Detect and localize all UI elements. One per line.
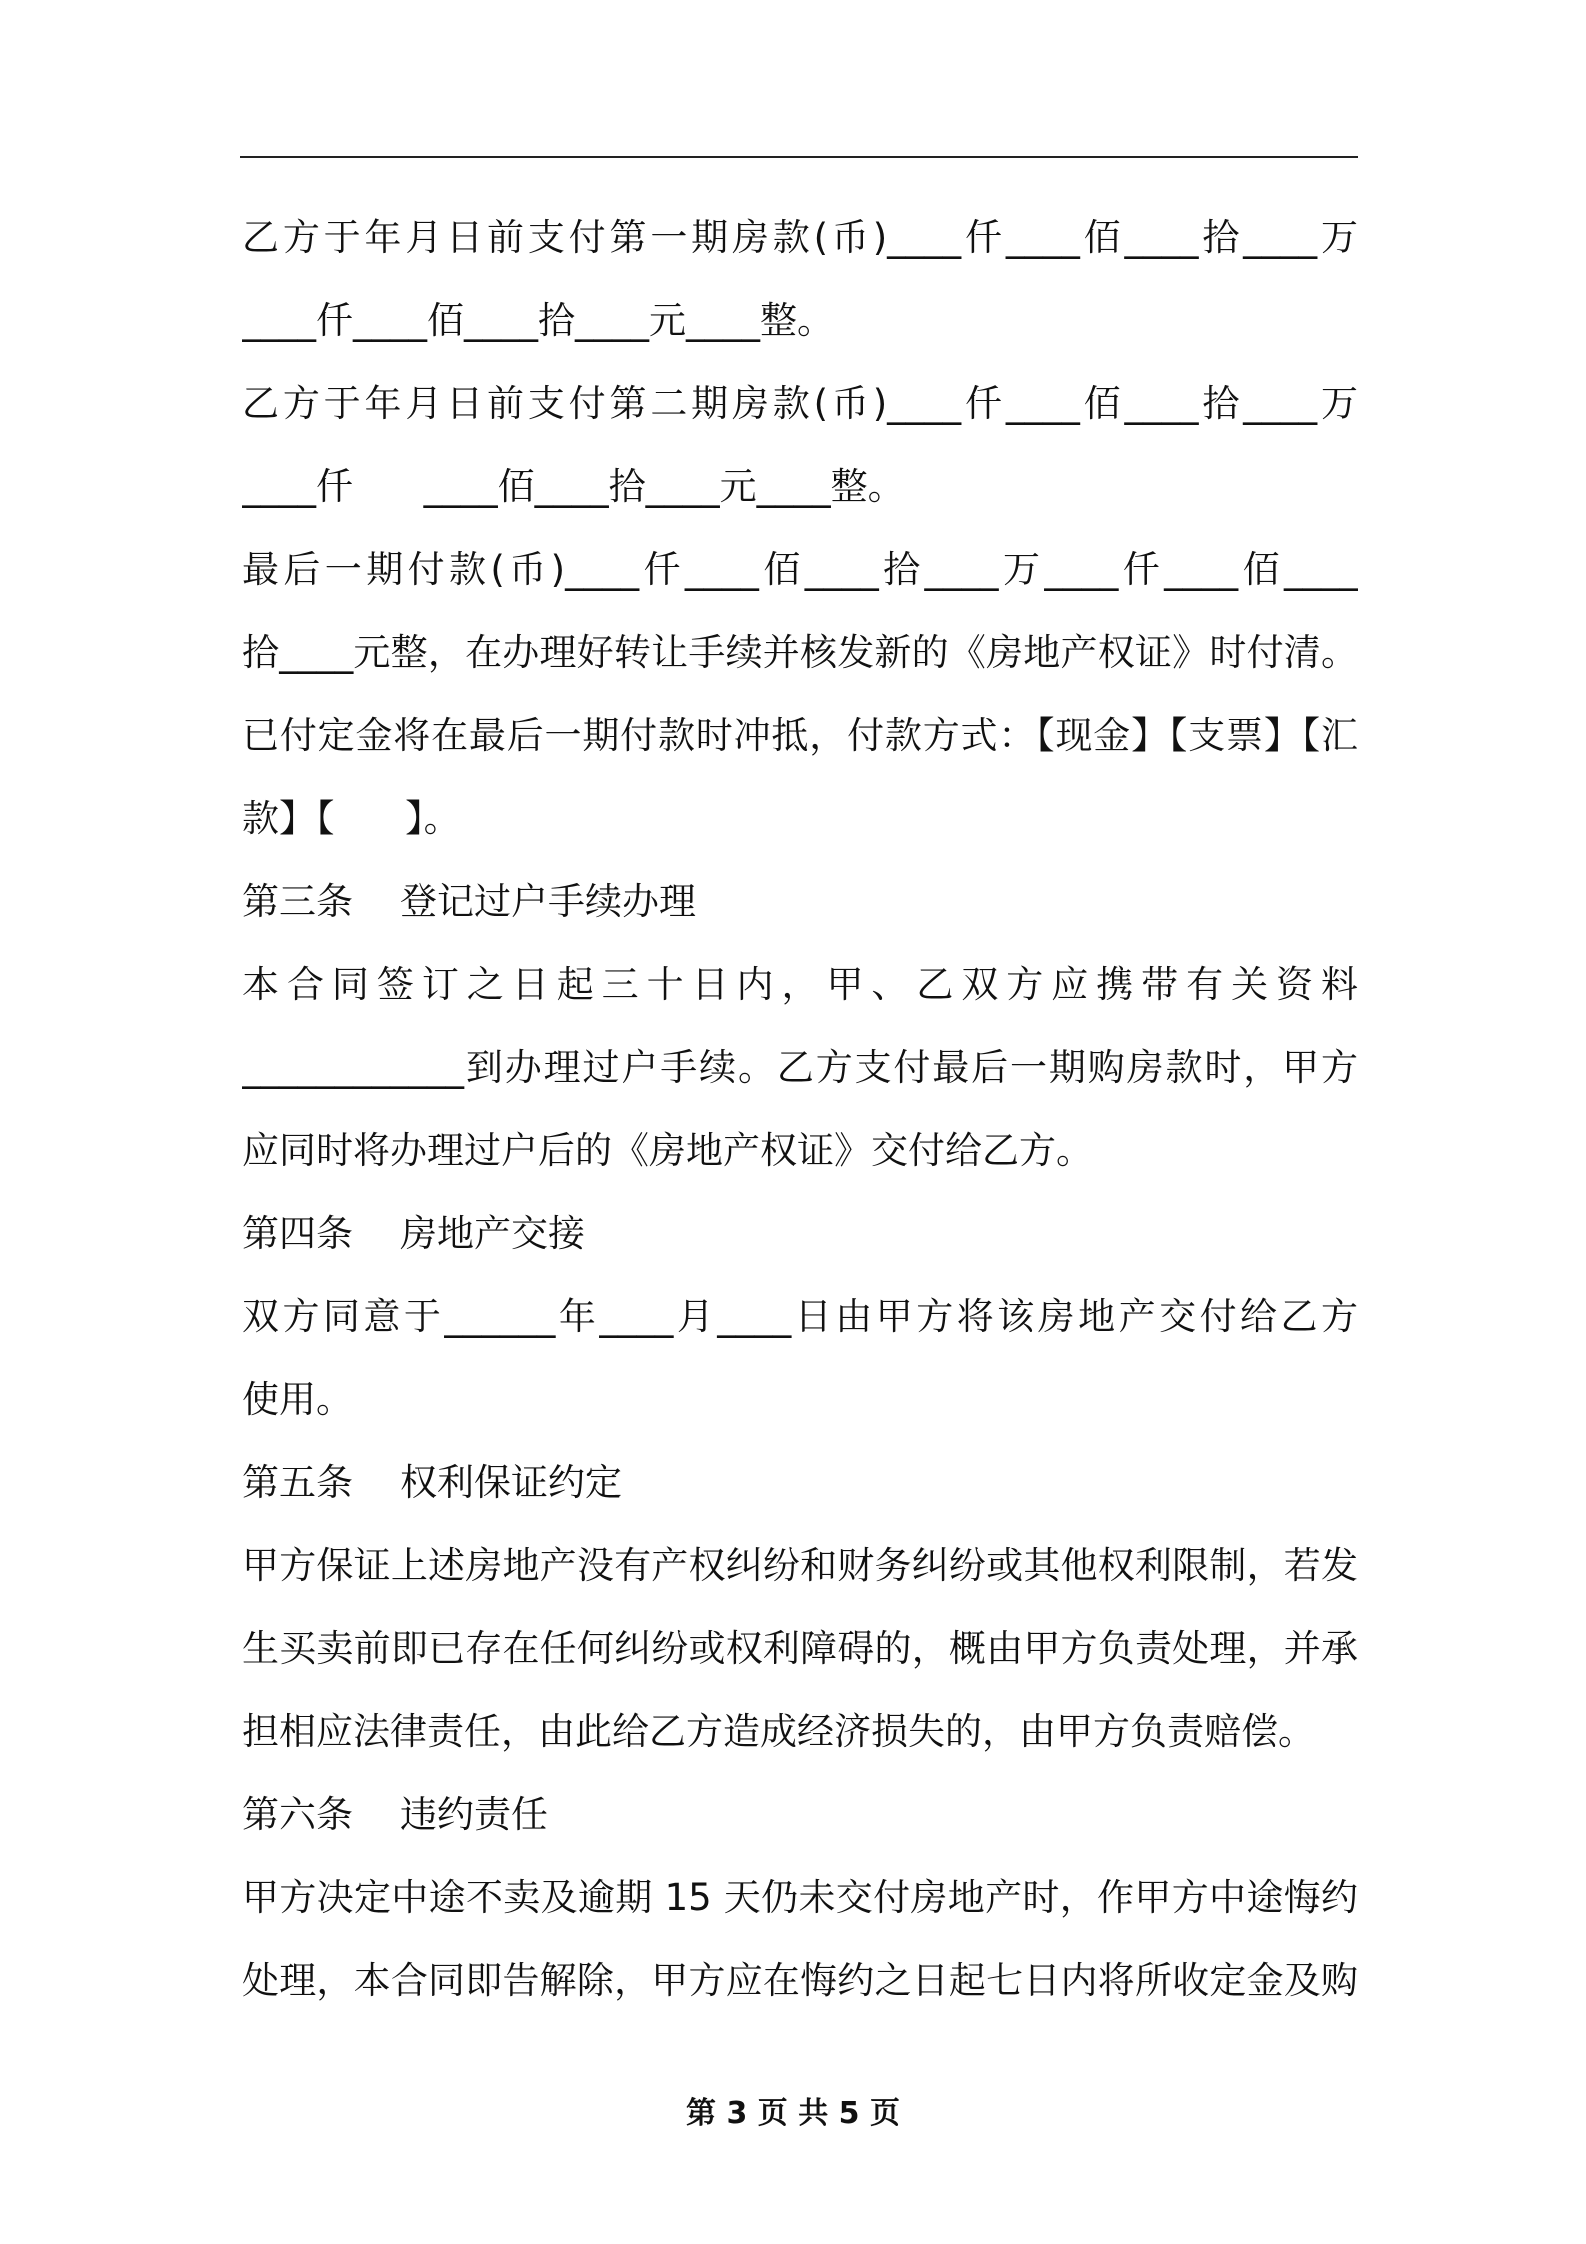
paragraph-line: ____仟 ____佰____拾____元____整。	[242, 465, 905, 508]
paragraph-line: 甲方保证上述房地产没有产权纠纷和财务纠纷或其他权利限制，若发	[242, 1544, 1358, 1587]
paragraph-line: 处理，本合同即告解除，甲方应在悔约之日起七日内将所收定金及购	[242, 1959, 1358, 2002]
page-number: 第 3 页 共 5 页	[686, 2096, 900, 2131]
paragraph-line: ____仟____佰____拾____元____整。	[242, 299, 834, 342]
article-heading: 第三条 登记过户手续办理	[242, 880, 697, 923]
paragraph-line: 担相应法律责任，由此给乙方造成经济损失的，由甲方负责赔偿。	[242, 1710, 1315, 1753]
paragraph-line: 使用。	[242, 1378, 353, 1421]
article-heading: 第六条 违约责任	[242, 1793, 549, 1836]
paragraph-line: 乙方于年月日前支付第一期房款(币)____仟____佰____拾____万	[242, 216, 1358, 259]
contract-body	[242, 196, 1358, 2022]
header-rule	[240, 156, 1358, 158]
paragraph-line: 双方同意于______年____月____日由甲方将该房地产交付给乙方	[242, 1295, 1358, 1338]
paragraph-line: 乙方于年月日前支付第二期房款(币)____仟____佰____拾____万	[242, 382, 1358, 425]
paragraph-line: 最后一期付款(币)____仟____佰____拾____万____仟____佰____	[242, 548, 1358, 591]
paragraph-line: 款】【 】。	[242, 797, 461, 840]
paragraph-line: ____________到办理过户手续。乙方支付最后一期购房款时，甲方	[242, 1046, 1358, 1089]
paragraph-line: 应同时将办理过户后的《房地产权证》交付给乙方。	[242, 1129, 1093, 1172]
article-heading: 第四条 房地产交接	[242, 1212, 586, 1255]
paragraph-line: 拾____元整，在办理好转让手续并核发新的《房地产权证》时付清。	[242, 631, 1358, 674]
paragraph-line: 生买卖前即已存在任何纠纷或权利障碍的，概由甲方负责处理，并承	[242, 1627, 1358, 1670]
paragraph-line: 已付定金将在最后一期付款时冲抵，付款方式：【现金】【支票】【汇	[242, 714, 1358, 757]
paragraph-line: 本合同签订之日起三十日内，甲、乙双方应携带有关资料	[242, 963, 1358, 1006]
paragraph-line: 甲方决定中途不卖及逾期 15 天仍未交付房地产时，作甲方中途悔约	[242, 1876, 1358, 1919]
article-heading: 第五条 权利保证约定	[242, 1461, 623, 1504]
